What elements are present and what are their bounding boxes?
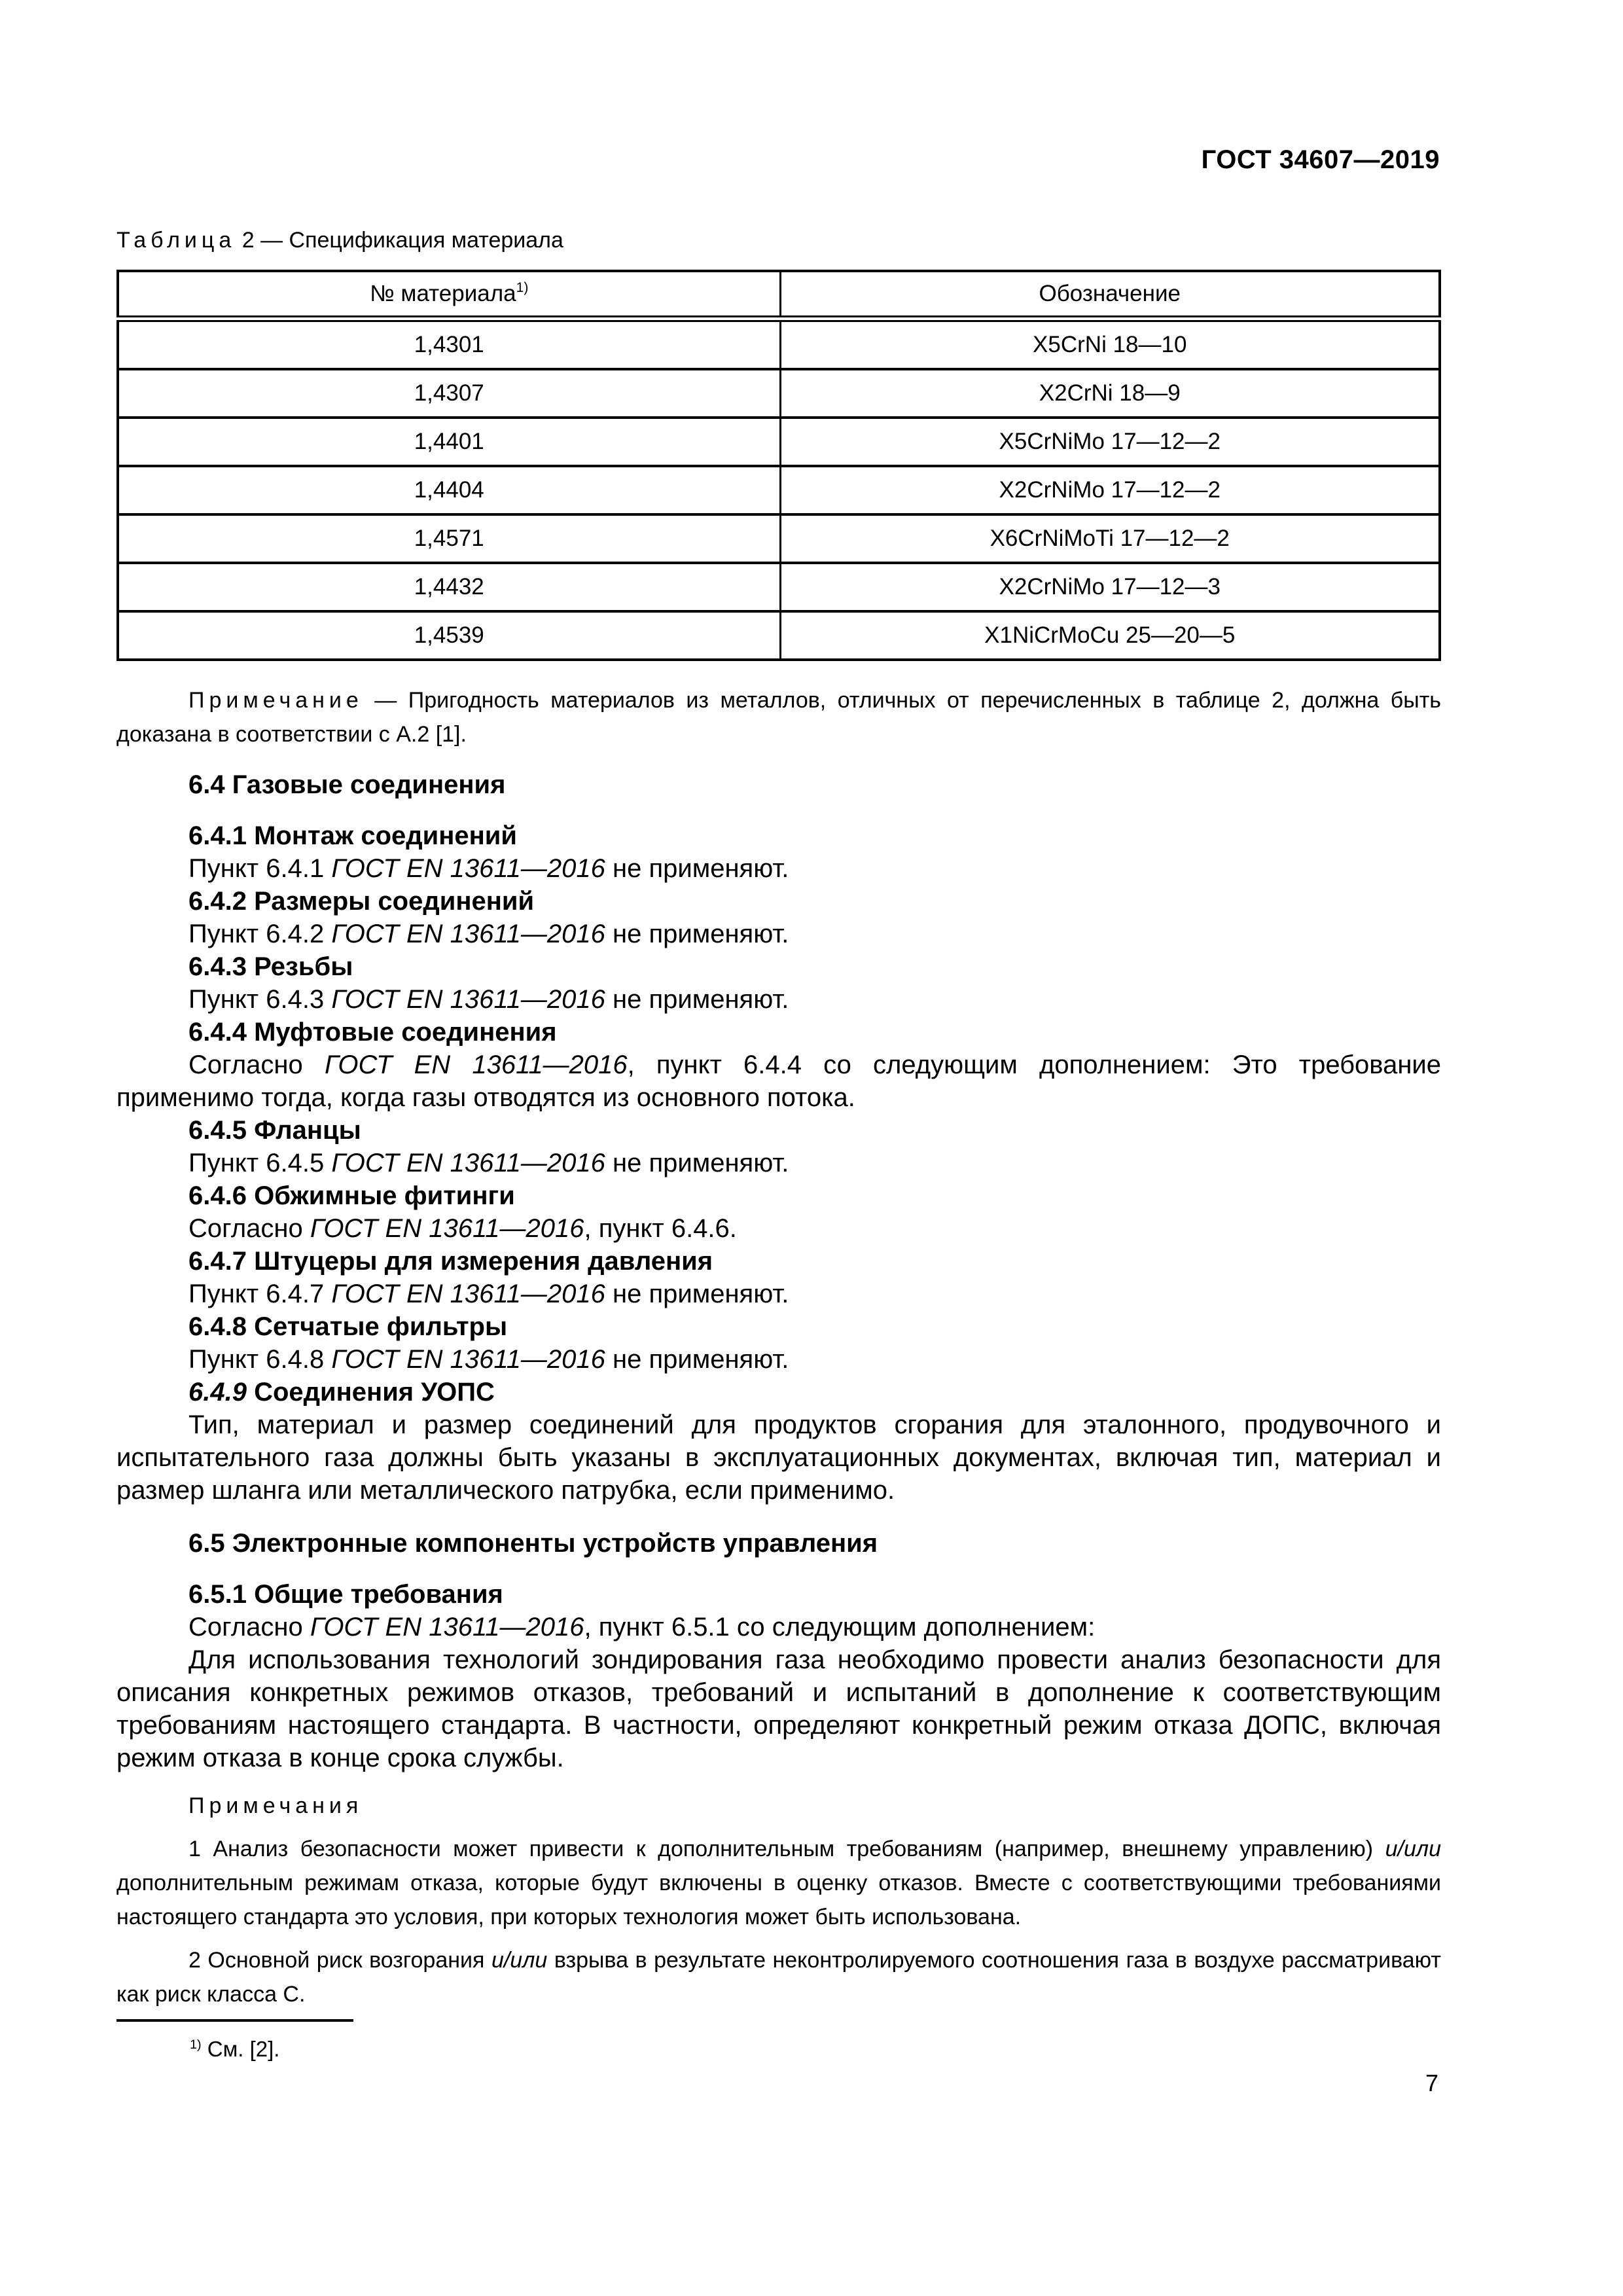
note-label: Примечание xyxy=(188,688,363,713)
table-row xyxy=(118,369,1440,418)
designation-cell: X5CrNi 18—10 xyxy=(780,319,1440,369)
material-number-cell: 1,4404 xyxy=(118,466,780,514)
subsection-title: 6.4.4 Муфтовые соединения xyxy=(188,1018,557,1047)
standard-reference: ГОСТ EN 13611—2016 xyxy=(331,854,605,883)
note-2: 2 Основной риск возгорания и/или взрыва в результате неконтролируемого соотношения газа в воздухе рассматривают как риск класса С. xyxy=(116,1948,1442,2007)
subsection-text: Тип, материал и размер соединений для продуктов сгорания для эталонного, продувочного и испытательного газа должны быть указаны в эксплуатационных документах, включая тип, материал и размер шланга или металлического патрубка, если применимо. xyxy=(116,1410,1441,1505)
section-6-4 xyxy=(116,768,1441,1507)
table-row xyxy=(118,514,1440,563)
section-title: 6.5 Электронные компоненты устройств управления xyxy=(188,1529,878,1558)
footnote-mark: 1) xyxy=(190,2037,202,2052)
standard-reference: ГОСТ EN 13611—2016 xyxy=(331,1149,605,1177)
section-title: 6.4 Газовые соединения xyxy=(188,770,506,799)
standard-reference: ГОСТ EN 13611—2016 xyxy=(324,1050,628,1079)
subsection-paragraph: Для использования технологий зондирования газа необходимо провести анализ безопасности для описания конкретных режимов отказов, требований и испытаний в дополнение к соответствующим требованиям настоящего стандарта. В частности, определяют конкретный режим отказа ДОПС, включая режим отказа в конце срока службы. xyxy=(116,1645,1441,1772)
column-header-material-number: № материала$^{1)}$ xyxy=(118,271,780,319)
standard-reference: ГОСТ EN 13611—2016 xyxy=(310,1214,584,1243)
section-6-5 xyxy=(116,1527,1441,2011)
material-number-cell: 1,4401 xyxy=(118,418,780,466)
subsection-title: 6.4.9 Соединения УОПС xyxy=(188,1378,495,1407)
designation-cell: X1NiCrMoCu 25—20—5 xyxy=(780,611,1440,660)
table-row xyxy=(118,563,1440,611)
material-number-cell: 1,4539 xyxy=(118,611,780,660)
designation-cell: X5CrNiMo 17—12—2 xyxy=(780,418,1440,466)
standard-reference: ГОСТ EN 13611—2016 xyxy=(331,985,605,1014)
designation-cell: X2CrNi 18—9 xyxy=(780,369,1440,418)
subsection-text: Согласно ГОСТ EN 13611—2016, пункт 6.5.1 со следующим дополнением: xyxy=(188,1613,1096,1641)
subsection-text: Пункт 6.4.8 ГОСТ EN 13611—2016 не применяют. xyxy=(188,1345,789,1374)
table-row xyxy=(118,418,1440,466)
note-1: 1 Анализ безопасности может привести к дополнительным требованиям (например, внешнему управлению) и/или дополнительным режимам отказа, которые будут включены в оценку отказов. Вместе с соответствующими требованиями настоящего стандарта это условия, при которых технология может быть использована. xyxy=(116,1837,1441,1929)
table-caption-title: 2 — Спецификация материала xyxy=(236,228,563,253)
note-text: — Пригодность материалов из металлов, отличных от перечисленных в таблице 2, должна быть доказана в соответствии с А.2 [1]. xyxy=(116,688,1441,747)
subsection-title: 6.4.1 Монтаж соединений xyxy=(188,821,517,850)
table-caption xyxy=(116,228,563,253)
subsection-title: 6.4.3 Резьбы xyxy=(188,952,353,981)
designation-cell: X6CrNiMoTi 17—12—2 xyxy=(780,514,1440,563)
designation-cell: X2CrNiMo 17—12—2 xyxy=(780,466,1440,514)
subsection-text: Согласно ГОСТ EN 13611—2016, пункт 6.4.6. xyxy=(188,1214,737,1243)
subsection-title: 6.4.8 Сетчатые фильтры xyxy=(188,1312,508,1341)
table-caption-label: Таблица xyxy=(116,228,236,253)
footnote xyxy=(190,2037,279,2062)
table-row xyxy=(118,319,1440,369)
material-spec-table xyxy=(116,270,1441,661)
subsection-title: 6.4.5 Фланцы xyxy=(188,1116,361,1145)
standard-reference: ГОСТ EN 13611—2016 xyxy=(331,1280,605,1308)
designation-cell: X2CrNiMo 17—12—3 xyxy=(780,563,1440,611)
standard-reference: ГОСТ EN 13611—2016 xyxy=(331,1345,605,1374)
subsection-text: Пункт 6.4.1 ГОСТ EN 13611—2016 не применяют. xyxy=(188,854,789,883)
column-header-designation: Обозначение xyxy=(780,271,1440,319)
subsection-title: 6.4.7 Штуцеры для измерения давления xyxy=(188,1247,713,1276)
standard-reference: ГОСТ EN 13611—2016 xyxy=(310,1613,584,1641)
material-number-cell: 1,4571 xyxy=(118,514,780,563)
material-number-cell: 1,4307 xyxy=(118,369,780,418)
notes-label: Примечания xyxy=(188,1793,363,1818)
document-id: ГОСТ 34607—2019 xyxy=(1201,145,1440,174)
subsection-title: 6.5.1 Общие требования xyxy=(188,1580,503,1609)
subsection-text: Пункт 6.4.5 ГОСТ EN 13611—2016 не применяют. xyxy=(188,1149,789,1177)
material-number-cell: 1,4432 xyxy=(118,563,780,611)
subsection-text: Пункт 6.4.2 ГОСТ EN 13611—2016 не применяют. xyxy=(188,920,789,948)
table-header-row xyxy=(118,271,1440,319)
table-row xyxy=(118,611,1440,660)
footnote-divider xyxy=(116,2019,353,2022)
material-number-cell: 1,4301 xyxy=(118,319,780,369)
subsection-title: 6.4.6 Обжимные фитинги xyxy=(188,1181,515,1210)
footnote-ref: 1) xyxy=(516,280,529,295)
subsection-title: 6.4.2 Размеры соединений xyxy=(188,887,535,916)
page-number: 7 xyxy=(1425,2070,1438,2096)
table-note xyxy=(116,683,1441,751)
subsection-text: Пункт 6.4.7 ГОСТ EN 13611—2016 не применяют. xyxy=(188,1280,789,1308)
table-row xyxy=(118,466,1440,514)
subsection-text: Пункт 6.4.3 ГОСТ EN 13611—2016 не применяют. xyxy=(188,985,789,1014)
subsection-text: Согласно ГОСТ EN 13611—2016, пункт 6.4.4 со следующим дополнением: Это требование применимо тогда, когда газы отводятся из основного потока. xyxy=(116,1050,1441,1112)
footnote-text: См. [2]. xyxy=(201,2037,280,2061)
standard-reference: ГОСТ EN 13611—2016 xyxy=(331,920,605,948)
